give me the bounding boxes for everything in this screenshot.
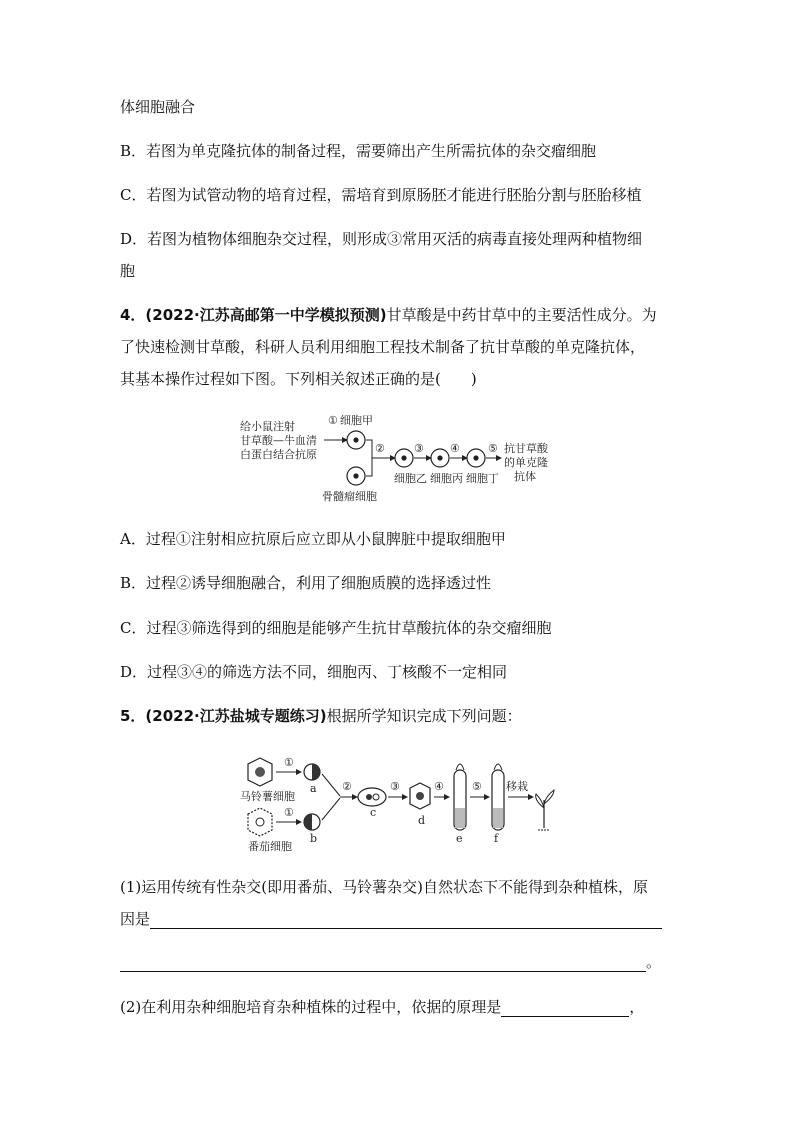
q5-q2-line1 [120, 997, 644, 1017]
q4-stem-line3: 其基本操作过程如下图。下列相关叙述正确的是( ) [120, 370, 477, 388]
q4-fig-step2: ② [375, 442, 385, 455]
q4-source: 4．(2022·江苏高邮第一中学模拟预测) [120, 306, 387, 324]
q5-fig-label-f: f [494, 832, 499, 845]
q5-fig-step4: ④ [434, 780, 444, 793]
q4-stem-line1 [120, 305, 657, 325]
q5-source: 5．(2022·江苏盐城专题练习) [120, 707, 327, 725]
q5-q1-answer-blank[interactable] [150, 913, 662, 929]
q3-option-c: C．若图为试管动物的培育过程，需培育到原肠胚才能进行胚胎分割与胚胎移植 [120, 186, 642, 204]
q4-stem-text1: 甘草酸是中药甘草中的主要活性成分。为 [386, 306, 657, 324]
q5-fig-label-e: e [456, 832, 463, 845]
q4-figure [238, 410, 558, 506]
q4-option-c: C．过程③筛选得到的细胞是能够产生抗甘草酸抗体的杂交瘤细胞 [120, 619, 552, 637]
q5-q1-answer-blank-2[interactable] [120, 956, 646, 972]
q4-option-d: D．过程③④的筛选方法不同，细胞丙、丁核酸不一定相同 [120, 663, 508, 681]
q5-figure [238, 752, 558, 856]
q4-fig-cell-yi: 细胞乙 [394, 472, 427, 485]
q4-fig-inject-1: 给小鼠注射 [240, 420, 295, 433]
q4-fig-step5: ⑤ [488, 442, 498, 455]
q4-fig-result-2: 的单克隆 [504, 456, 548, 469]
q4-fig-myeloma: 骨髓瘤细胞 [322, 490, 377, 503]
q4-fig-cell-bing: 细胞丙 [430, 472, 463, 485]
q5-fig-tomato-label: 番茄细胞 [248, 840, 292, 853]
q3-option-d-line2: 胞 [120, 262, 136, 280]
q5-q1-line1: (1)运用传统有性杂交(即用番茄、马铃薯杂交)自然状态下不能得到杂种植株，原 [120, 878, 648, 896]
q4-fig-step3: ③ [414, 442, 424, 455]
q5-fig-plant-icon [536, 790, 554, 830]
q5-fig-label-b: b [310, 832, 318, 845]
q5-q2-text: (2)在利用杂种细胞培育杂种植株的过程中，依据的原理是 [120, 998, 502, 1016]
q4-fig-inject-3: 白蛋白结合抗原 [240, 448, 317, 461]
q4-stem-line2: 了快速检测甘草酸，科研人员利用细胞工程技术制备了抗甘草酸的单克隆抗体， [120, 338, 646, 356]
q5-fig-step1b: ① [284, 806, 294, 819]
q3-option-d-line1: D．若图为植物体细胞杂交过程，则形成③常用灭活的病毒直接处理两种植物细 [120, 230, 643, 248]
q5-fig-transplant: 移栽 [506, 780, 528, 793]
q4-fig-inject-2: 甘草酸—牛血清 [240, 434, 317, 447]
q4-option-a: A．过程①注射相应抗原后应立即从小鼠脾脏中提取细胞甲 [120, 530, 506, 548]
q5-q1-prefix: 因是 [120, 910, 151, 928]
q5-fig-label-c: c [370, 806, 377, 819]
q5-fig-label-a: a [310, 782, 317, 795]
q5-q1-line3 [120, 952, 661, 972]
q5-q2-answer-blank[interactable] [501, 1001, 629, 1017]
q4-fig-step1: ① [328, 414, 338, 427]
q5-stem [120, 706, 522, 726]
q5-q2-end: ， [629, 998, 645, 1016]
q4-fig-result-1: 抗甘草酸 [504, 442, 548, 455]
q5-fig-step3: ③ [390, 780, 400, 793]
q4-fig-step4: ④ [450, 442, 460, 455]
q4-fig-cell-ding: 细胞丁 [466, 472, 499, 485]
q5-fig-potato-label: 马铃薯细胞 [240, 790, 295, 803]
q5-q1-line2 [120, 909, 662, 929]
q4-fig-cell-jia: 细胞甲 [340, 414, 373, 427]
q4-fig-result-3: 抗体 [514, 470, 536, 483]
q5-fig-step2: ② [342, 780, 352, 793]
q4-fig-merge-bracket [366, 440, 372, 476]
q5-q1-end: 。 [646, 953, 662, 971]
q5-stem-text: 根据所学知识完成下列问题： [326, 707, 522, 725]
q4-option-b: B．过程②诱导细胞融合，利用了细胞质膜的选择透过性 [120, 574, 492, 592]
q3-option-b: B．若图为单克隆抗体的制备过程，需要筛出产生所需抗体的杂交瘤细胞 [120, 142, 597, 160]
q5-fig-step1: ① [284, 756, 294, 769]
q5-fig-step5: ⑤ [472, 780, 482, 793]
q3-line1: 体细胞融合 [120, 98, 196, 116]
q5-fig-label-d: d [418, 814, 426, 827]
